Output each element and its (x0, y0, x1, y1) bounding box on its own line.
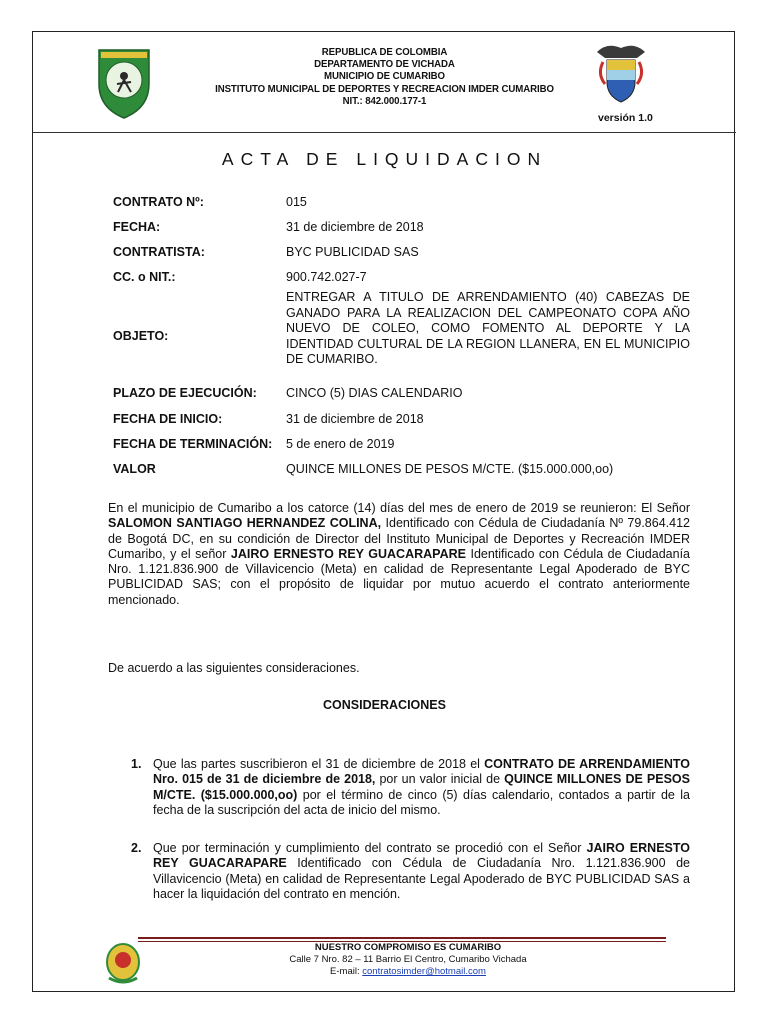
representative-name: JAIRO ERNESTO REY GUACARAPARE (230, 546, 466, 561)
item-2-bold-1: JAIRO ERNESTO REY GUACARAPARE (153, 841, 691, 871)
item-1-bold-1: CONTRATO DE ARRENDAMIENTO Nro. 015 de 31 de diciembre de 2018, (153, 757, 691, 787)
header-divider (33, 132, 736, 133)
valor-value: QUINCE MILLONES DE PESOS M/CTE. ($15.000.000,oo) (286, 462, 614, 476)
objeto-value: ENTREGAR A TITULO DE ARRENDAMIENTO (40) CABEZAS DE GANADO PARA LA REALIZACION DEL CAMPEONATO COPA AÑO NUEVO DE COLEO, COMO FOMENTO AL DEPORTE Y LA IDENTIDAD CULTURAL DE LA REGION LLANERA, EN EL MUNICIPIO DE CUMARIBO. (286, 290, 690, 367)
valor-label: VALOR (113, 462, 156, 476)
intro-text-1: En el municipio de Cumaribo a los catorce (14) días del mes de enero de 2019 se reunieron: El Señor (108, 501, 690, 515)
terminacion-label: FECHA DE TERMINACIÓN: (113, 437, 273, 451)
item-2-text-2: Identificado con Cédula de Ciudadanía Nro. 1.121.836.900 de Villavicencio (Meta) en calidad de Representante Legal Apoderado de BYC PUBLICIDAD SAS a hacer la liquidación del contrato en mención. (153, 856, 690, 902)
letterhead (33, 32, 736, 132)
fecha-label: FECHA: (113, 220, 161, 234)
footer-emblem-icon (103, 940, 143, 986)
consideracion-item-1 (153, 757, 690, 819)
document-page (32, 31, 735, 992)
consideraciones-heading: CONSIDERACIONES (323, 698, 446, 712)
intro-text-3: Identificado con Cédula de Ciudadanía Nro. 1.121.836.900 de Villavicencio (Meta) en calidad de Representante Legal Apoderado de BYC PUBLICIDAD SAS; con el propósito de liquidar por mutuo acuerdo el contrato anteriormente mencionado. (108, 546, 690, 607)
nit-value: 900.742.027-7 (286, 270, 367, 284)
inicio-value: 31 de diciembre de 2018 (286, 412, 424, 426)
director-name: SALOMON SANTIAGO HERNANDEZ COLINA, (108, 516, 382, 531)
fecha-value: 31 de diciembre de 2018 (286, 220, 424, 234)
item-1-text-2: por un valor inicial de (375, 772, 505, 787)
item-1-text-1: Que las partes suscribieron el 31 de diciembre de 2018 el (153, 757, 485, 771)
footer-email-label: E-mail: (330, 966, 363, 977)
document-title: ACTA DE LIQUIDACION (221, 149, 548, 169)
intro-text-2: Identificado con Cédula de Ciudadanía Nº 79.864.412 de Bogotá DC, en su condición de Director del Instituto Municipal de Deportes y Recreación IMDER Cumaribo, y el señor (108, 516, 690, 561)
plazo-value: CINCO (5) DIAS CALENDARIO (286, 386, 463, 400)
consideracion-item-2 (153, 841, 690, 903)
footer-address: Calle 7 Nro. 82 – 11 Barrio El Centro, Cumaribo Vichada (289, 954, 527, 965)
item-number-1: 1. (131, 757, 142, 771)
header-line-department: DEPARTAMENTO DE VICHADA (314, 58, 455, 71)
footer-email-line (173, 966, 643, 978)
item-1-text-3: por el término de cinco (5) días calendario, contados a partir de la fecha de la suscripción del acta de inicio del mismo. (153, 787, 690, 818)
header-line-institute: INSTITUTO MUNICIPAL DE DEPORTES Y RECREACION IMDER CUMARIBO (215, 82, 554, 95)
plazo-label: PLAZO DE EJECUCIÓN: (113, 386, 257, 400)
contratista-label: CONTRATISTA: (113, 245, 205, 259)
footer-text (173, 942, 643, 978)
item-1-bold-2: QUINCE MILLONES DE PESOS M/CTE. ($15.000.000,oo) (153, 772, 690, 802)
item-number-2: 2. (131, 841, 142, 855)
inicio-label: FECHA DE INICIO: (113, 412, 223, 426)
coat-of-arms-icon (593, 40, 649, 106)
terminacion-value: 5 de enero de 2019 (286, 437, 395, 451)
acuerdo-line: De acuerdo a las siguientes consideraciones. (108, 661, 360, 675)
objeto-label: OBJETO: (113, 329, 169, 343)
header-line-country: REPUBLICA DE COLOMBIA (321, 46, 448, 58)
item-2-text-1: Que por terminación y cumplimiento del contrato se procedió con el Señor (153, 841, 587, 855)
nit-label: CC. o NIT.: (113, 270, 176, 284)
header-line-nit: NIT.: 842.000.177-1 (342, 94, 427, 107)
footer-email-link[interactable]: contratosimder@hotmail.com (362, 966, 486, 977)
contrato-label: CONTRATO Nº: (113, 195, 204, 209)
contrato-value: 015 (286, 195, 307, 209)
intro-paragraph (108, 501, 690, 608)
footer-slogan: NUESTRO COMPROMISO ES CUMARIBO (314, 942, 502, 953)
contratista-value: BYC PUBLICIDAD SAS (286, 245, 419, 259)
footer-divider-thick (138, 937, 666, 939)
version-label: versión 1.0 (598, 112, 653, 124)
header-line-municipality: MUNICIPIO DE CUMARIBO (324, 70, 445, 83)
